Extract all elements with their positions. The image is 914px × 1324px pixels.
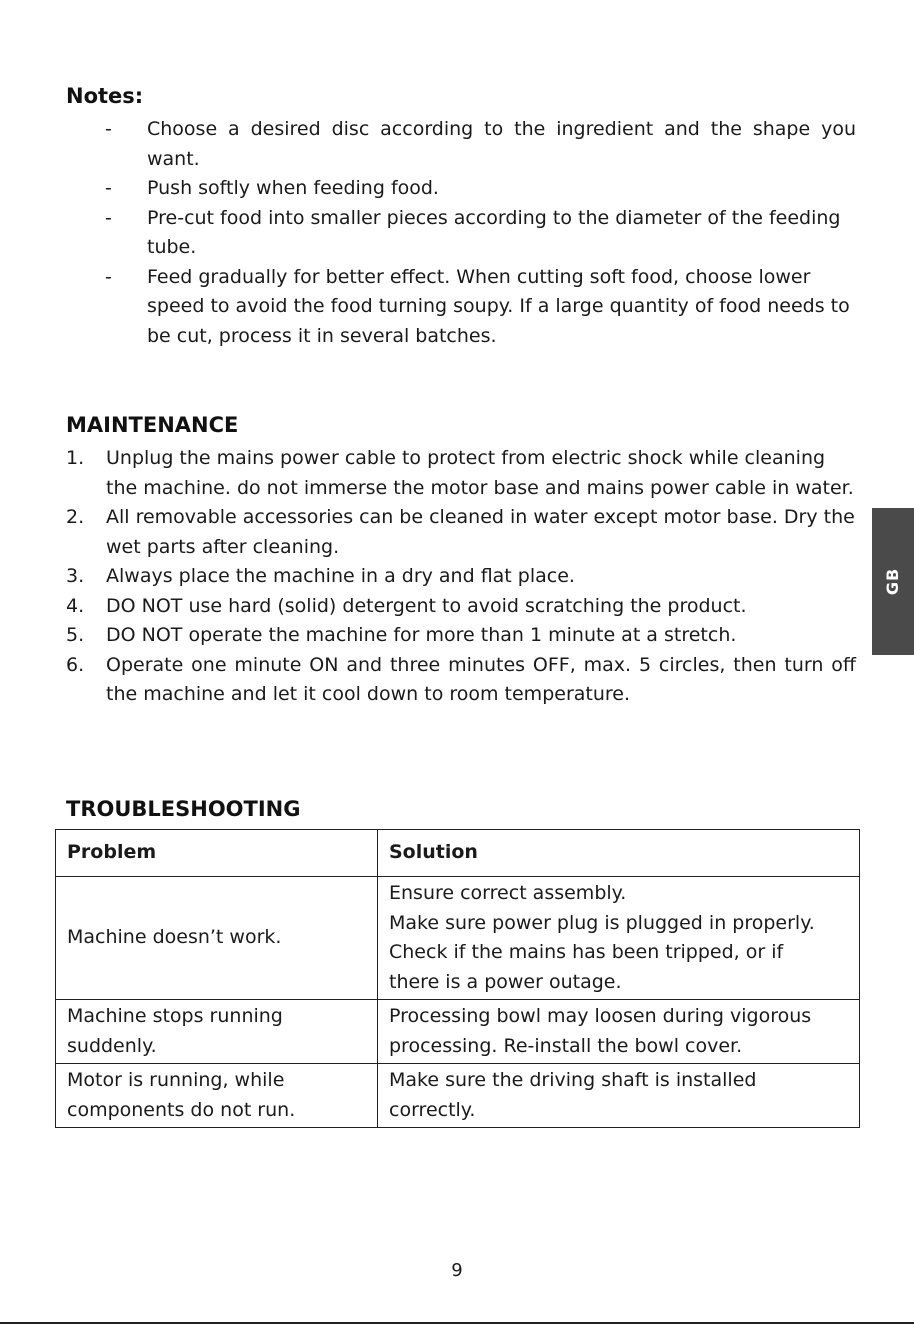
table-row <box>56 877 860 1000</box>
solution-cell <box>378 1000 860 1064</box>
page-number: 9 <box>451 1260 463 1281</box>
bullet-dash: - <box>105 206 112 229</box>
maintenance-item <box>66 592 856 622</box>
item-number: 2. <box>66 506 85 528</box>
item-number: 5. <box>66 624 85 646</box>
solution-cell <box>378 1064 860 1128</box>
maintenance-item <box>66 444 856 503</box>
notes-item-text: Pre-cut food into smaller pieces according to the diameter of the feeding tube. <box>147 206 841 258</box>
troubleshooting-heading: TROUBLESHOOTING <box>66 797 301 821</box>
item-number: 1. <box>66 447 85 469</box>
maintenance-item-text: DO NOT use hard (solid) detergent to avoid scratching the product. <box>106 594 747 617</box>
solution-line: Make sure the driving shaft is installed <box>389 1069 757 1091</box>
maintenance-item-text: DO NOT operate the machine for more than 1 minute at a stretch. <box>106 624 737 646</box>
troubleshooting-table <box>55 829 860 1128</box>
maintenance-list <box>66 444 856 710</box>
bullet-dash: - <box>105 177 112 199</box>
solution-line: Check if the mains has been tripped, or if <box>389 941 784 963</box>
maintenance-item-text: Unplug the mains power cable to protect from electric shock while cleaning the machine. do not immerse the motor base and mains power cable in water. <box>106 447 854 499</box>
item-number: 4. <box>66 594 85 617</box>
maintenance-item <box>66 562 856 592</box>
maintenance-item <box>66 621 856 651</box>
solution-line: Processing bowl may loosen during vigorous <box>389 1005 812 1027</box>
maintenance-item-text: Operate one minute ON and three minutes OFF, max. 5 circles, then turn off the machine and let it cool down to room temperature. <box>106 653 856 705</box>
item-number: 6. <box>66 653 85 676</box>
solution-line: there is a power outage. <box>389 970 622 993</box>
maintenance-item-text: Always place the machine in a dry and flat place. <box>106 565 575 587</box>
maintenance-item <box>66 503 856 562</box>
solution-line: Make sure power plug is plugged in properly. <box>389 911 815 934</box>
notes-list <box>66 115 856 351</box>
column-header-problem: Problem <box>56 830 378 877</box>
table-header-row <box>56 830 860 877</box>
language-tab <box>872 508 914 655</box>
solution-line: correctly. <box>389 1098 476 1121</box>
notes-heading: Notes: <box>66 84 144 108</box>
notes-item-text: Choose a desired disc according to the ingredient and the shape you want. <box>147 118 856 170</box>
item-number: 3. <box>66 565 85 587</box>
bullet-dash: - <box>105 118 112 140</box>
maintenance-item <box>66 651 856 710</box>
problem-cell: Machine doesn’t work. <box>56 877 378 1000</box>
notes-item <box>66 204 856 263</box>
maintenance-heading: MAINTENANCE <box>66 413 239 437</box>
maintenance-item-text: All removable accessories can be cleaned in water except motor base. Dry the wet parts after cleaning. <box>106 506 855 558</box>
problem-cell: Machine stops running suddenly. <box>56 1000 378 1064</box>
table-row <box>56 1064 860 1128</box>
notes-item <box>66 263 856 352</box>
notes-item <box>66 174 856 204</box>
notes-item-text: Feed gradually for better effect. When cutting soft food, choose lower speed to avoid the food turning soupy. If a large quantity of food needs to be cut, process it in several batches. <box>147 265 850 347</box>
bullet-dash: - <box>105 265 112 288</box>
solution-line: Ensure correct assembly. <box>389 882 627 904</box>
problem-cell: Motor is running, while components do not run. <box>56 1064 378 1128</box>
notes-item-text: Push softly when feeding food. <box>147 177 439 199</box>
language-tab-label: GB <box>883 567 903 596</box>
table-row <box>56 1000 860 1064</box>
solution-line: processing. Re-install the bowl cover. <box>389 1034 743 1057</box>
notes-item <box>66 115 856 174</box>
column-header-solution: Solution <box>378 830 860 877</box>
solution-cell <box>378 877 860 1000</box>
